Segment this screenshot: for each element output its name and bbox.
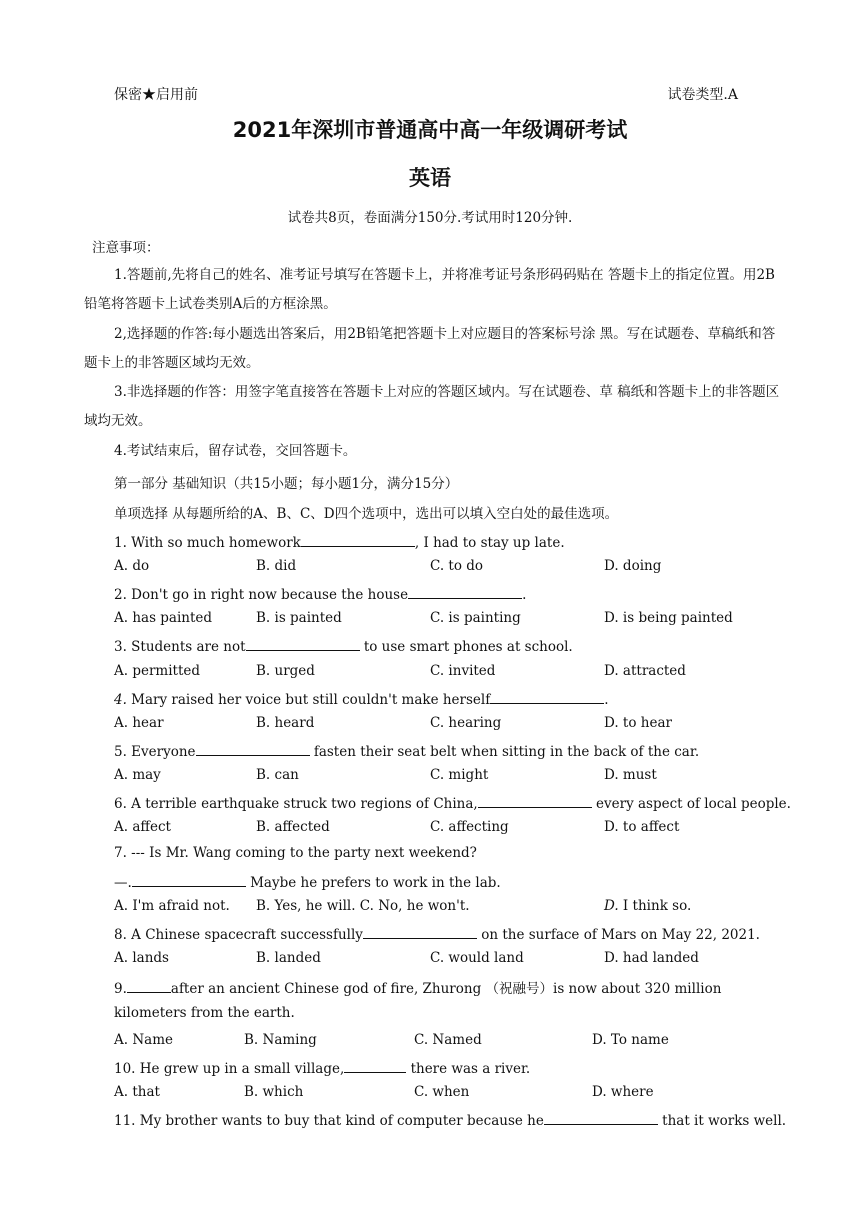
exam-subject: 英语 [409, 166, 451, 190]
option: B. can [256, 767, 299, 783]
option: B. urged [256, 663, 315, 679]
question-8: 8. A Chinese spacecraft successfully on the surface of Mars on May 22, 2021. [114, 924, 760, 943]
option: B. affected [256, 819, 330, 835]
option: B. Yes, he will. C. No, he won't. [256, 898, 470, 914]
answer-blank [408, 584, 522, 599]
question-9-cont: kilometers from the earth. [114, 1005, 295, 1021]
option: D. To name [592, 1032, 669, 1048]
answer-blank [246, 636, 360, 651]
question-7-reply: —. Maybe he prefers to work in the lab. [114, 872, 501, 891]
paper-type-label: 试卷类型.A [667, 87, 738, 103]
option: D. I think so. [604, 898, 692, 914]
exam-intro: 试卷共8页，卷面满分150分.考试用时120分钟. [287, 210, 573, 226]
answer-blank [363, 924, 477, 939]
option: A. do [114, 558, 150, 574]
option: B. which [244, 1084, 304, 1100]
option: B. did [256, 558, 297, 574]
option: D. where [592, 1084, 654, 1100]
question-6: 6. A terrible earthquake struck two regions of China, every aspect of local people. [114, 793, 791, 812]
option: C. is painting [430, 610, 521, 626]
option: A. has painted [114, 610, 213, 626]
question-5: 5. Everyone fasten their seat belt when sitting in the back of the car. [114, 741, 699, 760]
option: A. may [114, 767, 161, 783]
answer-blank [344, 1058, 406, 1073]
answer-blank [478, 793, 592, 808]
option: B. is painted [256, 610, 342, 626]
answer-blank [196, 741, 310, 756]
note-2: 2,选择题的作答:每小题选出答案后，用2B铅笔把答题卡上对应题目的答案标号涂 黑。写在试题卷、草稿纸和答题卡上的非答题区域均无效。 [84, 326, 776, 371]
option: C. affecting [430, 819, 509, 835]
option: B. Naming [244, 1032, 317, 1048]
option: C. to do [430, 558, 484, 574]
question-3: 3. Students are not to use smart phones at school. [114, 636, 573, 655]
question-11: 11. My brother wants to buy that kind of computer because he that it works well. [114, 1110, 786, 1129]
option: A. Name [114, 1032, 173, 1048]
answer-blank [127, 978, 171, 993]
option: D. to affect [604, 819, 680, 835]
option: D. attracted [604, 663, 686, 679]
option: D. must [604, 767, 657, 783]
option: A. affect [114, 819, 171, 835]
option: D. to hear [604, 715, 672, 731]
question-4: 4. Mary raised her voice but still couldn't make herself . [114, 689, 609, 708]
part1-heading: 第一部分 基础知识（共15小题；每小题1分，满分15分） [114, 476, 459, 492]
notes-title: 注意事项： [92, 240, 160, 256]
option: A. that [114, 1084, 160, 1100]
option: C. would land [430, 950, 524, 966]
note-4: 4.考试结束后，留存试卷，交回答题卡。 [114, 443, 357, 459]
option: A. hear [114, 715, 164, 731]
option: B. heard [256, 715, 315, 731]
question-2: 2. Don't go in right now because the house . [114, 584, 526, 603]
exam-title: 2021年深圳市普通高中高一年级调研考试 [232, 118, 628, 142]
answer-blank [132, 872, 246, 887]
question-7: 7. --- Is Mr. Wang coming to the party next weekend? [114, 845, 477, 861]
answer-blank [544, 1110, 658, 1125]
note-1: 1.答题前,先将自己的姓名、准考证号填写在答题卡上，并将准考证号条形码码贴在 答题卡上的指定位置。用2B铅笔将答题卡上试卷类别A后的方框涂黑。 [84, 267, 775, 312]
answer-blank [490, 689, 604, 704]
answer-blank [301, 532, 415, 547]
option: C. when [414, 1084, 470, 1100]
option: C. hearing [430, 715, 502, 731]
option: D. had landed [604, 950, 699, 966]
option: A. permitted [114, 663, 201, 679]
question-10: 10. He grew up in a small village, there was a river. [114, 1058, 530, 1077]
option: A. I'm afraid not. [114, 898, 230, 914]
option: C. Named [414, 1032, 482, 1048]
question-9: 9. after an ancient Chinese god of fire, Zhurong （祝融号）is now about 320 million [114, 977, 721, 997]
option: C. might [430, 767, 489, 783]
option: D. is being painted [604, 610, 733, 626]
option: C. invited [430, 663, 496, 679]
option: D. doing [604, 558, 662, 574]
note-3: 3.非选择题的作答：用签字笔直接答在答题卡上对应的答题区域内。写在试题卷、草 稿纸和答题卡上的非答题区域均无效。 [84, 384, 780, 429]
question-1: 1. With so much homework , I had to stay up late. [114, 532, 565, 551]
instruction: 单项选择 从每题所给的A、B、C、D四个选项中，选出可以填入空白处的最佳选项。 [114, 506, 619, 522]
option: A. lands [114, 950, 169, 966]
confidential-label: 保密★启用前 [114, 87, 198, 103]
option: B. landed [256, 950, 321, 966]
